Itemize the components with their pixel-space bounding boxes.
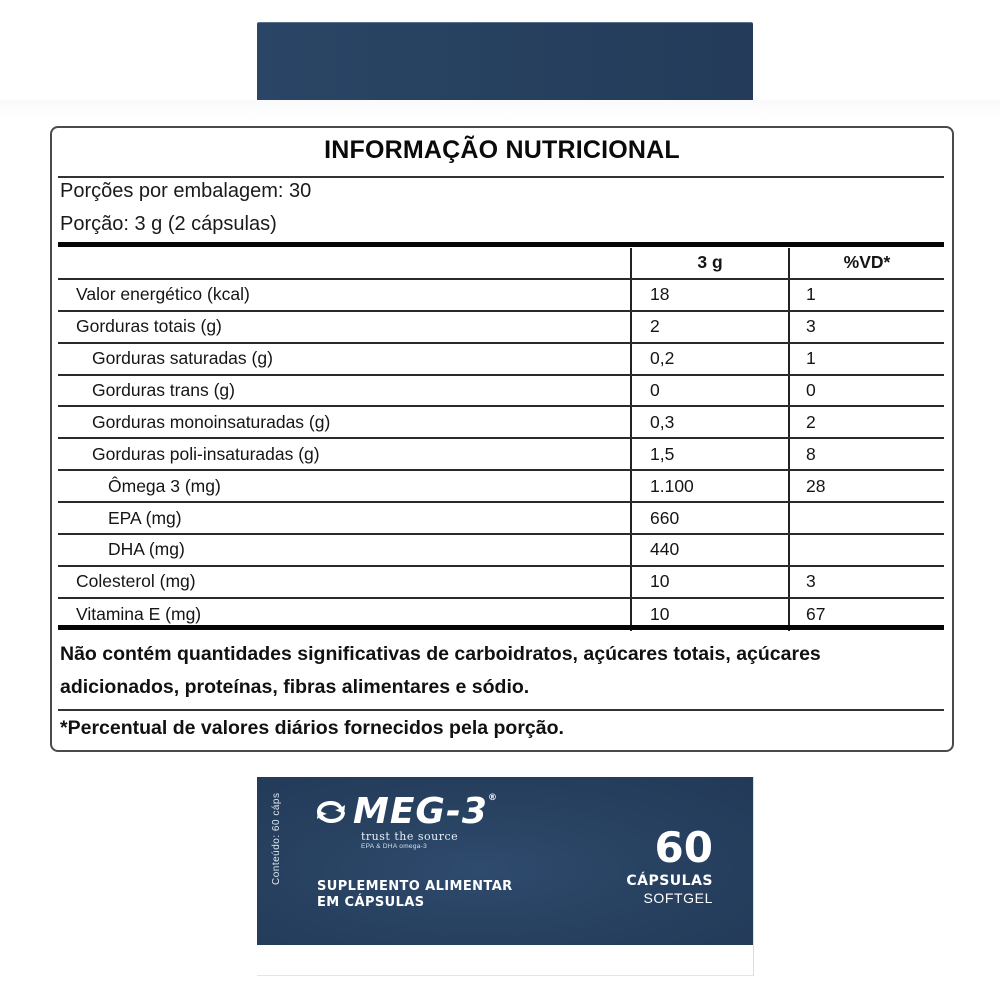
nutrient-name: DHA (mg) — [108, 539, 185, 560]
package-image-top — [257, 22, 753, 101]
nutrient-daily-value: 0 — [788, 376, 944, 406]
nutrient-amount: 660 — [630, 503, 788, 533]
nutrient-amount: 440 — [630, 535, 788, 565]
omega-swirl-icon — [315, 798, 347, 826]
nutrient-name: Colesterol (mg) — [76, 571, 196, 592]
nutrient-daily-value: 3 — [788, 567, 944, 597]
capsule-count-label: CÁPSULAS — [626, 873, 713, 889]
nutrient-name: EPA (mg) — [108, 507, 182, 528]
product-type-line2: EM CÁPSULAS — [317, 895, 425, 910]
header-nutrient — [58, 248, 630, 278]
servings-per-package: Porções por embalagem: 30 — [60, 180, 312, 202]
header-daily-value: %VD* — [788, 248, 944, 278]
nutrient-amount: 2 — [630, 312, 788, 342]
package-face — [257, 777, 753, 945]
table-row — [58, 376, 944, 408]
background-fade — [0, 100, 1000, 122]
nutrient-daily-value — [788, 535, 944, 565]
table-row — [58, 471, 944, 503]
nutrient-amount: 0 — [630, 376, 788, 406]
nutrient-daily-value: 67 — [788, 599, 944, 631]
table-row — [58, 280, 944, 312]
table-row — [58, 312, 944, 344]
nutrient-name: Gorduras totais (g) — [76, 316, 222, 337]
brand-name: MEG-3® — [353, 791, 498, 832]
nutrient-name: Gorduras trans (g) — [92, 380, 235, 400]
nutrition-facts-panel — [50, 126, 954, 752]
capsule-count — [626, 823, 713, 906]
product-type-line1: SUPLEMENTO ALIMENTAR — [317, 879, 513, 894]
brand-subtagline: EPA & DHA omega-3 — [361, 843, 428, 850]
package-image-bottom — [257, 777, 754, 976]
brand-logo — [315, 791, 498, 832]
nutrient-amount: 10 — [630, 599, 788, 631]
capsule-count-number: 60 — [654, 823, 713, 872]
serving-size: Porção: 3 g (2 cápsulas) — [60, 213, 277, 235]
nutrient-name: Gorduras saturadas (g) — [92, 348, 273, 369]
nutrient-name: Gorduras poli-insaturadas (g) — [92, 443, 320, 464]
capsule-type: SOFTGEL — [643, 890, 713, 906]
nutrition-title: INFORMAÇÃO NUTRICIONAL — [324, 136, 680, 164]
nutrient-daily-value: 1 — [788, 344, 944, 374]
nutrient-name: Ômega 3 (mg) — [108, 475, 221, 496]
nutrition-table — [58, 248, 944, 631]
table-row — [58, 567, 944, 599]
nutrient-amount: 18 — [630, 280, 788, 310]
table-row — [58, 344, 944, 376]
title-divider — [58, 176, 944, 178]
daily-value-footnote: *Percentual de valores diários fornecidos pela porção. — [60, 717, 564, 739]
product-type — [317, 879, 513, 911]
brand-tagline: trust the source — [361, 830, 459, 843]
nutrient-amount: 1.100 — [630, 471, 788, 501]
table-bottom-divider — [58, 625, 944, 630]
nutrient-name: Valor energético (kcal) — [76, 284, 250, 305]
header-amount: 3 g — [630, 248, 788, 278]
nutrient-amount: 10 — [630, 567, 788, 597]
nutrient-amount: 0,2 — [630, 344, 788, 374]
footnote-divider — [58, 709, 944, 711]
nutrient-name: Gorduras monoinsaturadas (g) — [92, 411, 331, 432]
table-row — [58, 535, 944, 567]
nutrient-daily-value: 2 — [788, 407, 944, 437]
nutrient-amount: 0,3 — [630, 407, 788, 437]
nutrient-name: Vitamina E (mg) — [76, 604, 202, 625]
nutrient-daily-value — [788, 503, 944, 533]
table-row — [58, 439, 944, 471]
table-row — [58, 407, 944, 439]
table-row — [58, 503, 944, 535]
nutrient-daily-value: 28 — [788, 471, 944, 501]
vertical-content-text: Conteúdo: 60 cáps — [271, 792, 282, 885]
nutrient-daily-value: 8 — [788, 439, 944, 469]
nutrient-daily-value: 1 — [788, 280, 944, 310]
not-significant-note: Não contém quantidades significativas de carboidratos, açúcares totais, açúcares adicionados, proteínas, fibras alimentares e sódio. — [60, 643, 821, 698]
serving-divider — [58, 242, 944, 247]
nutrient-amount: 1,5 — [630, 439, 788, 469]
nutrient-daily-value: 3 — [788, 312, 944, 342]
table-header-row — [58, 248, 944, 280]
